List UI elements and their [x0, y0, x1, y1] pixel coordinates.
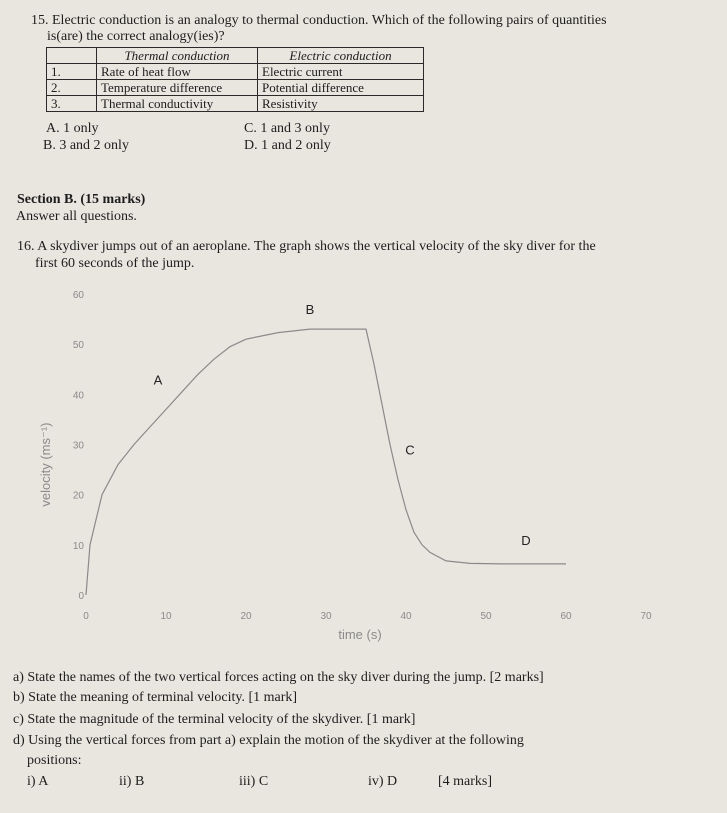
q16-part-a: a) State the names of the two vertical forces acting on the sky diver during the jump. [2 marks]	[13, 670, 544, 685]
section-title: Section B. (15 marks)	[17, 192, 146, 207]
x-tick-label: 60	[560, 611, 572, 622]
x-axis-label: time (s)	[338, 627, 382, 642]
table-header-cell: Thermal conduction	[97, 48, 258, 64]
x-tick-label: 20	[240, 611, 252, 622]
section-instruction: Answer all questions.	[16, 209, 137, 224]
table-cell: Resistivity	[258, 96, 424, 112]
y-tick-label: 10	[72, 540, 84, 552]
q16-item-d: iv) D	[368, 774, 398, 789]
table-header-row	[47, 48, 424, 64]
table-cell: 2.	[47, 80, 97, 96]
q16-item-c: iii) C	[239, 774, 269, 789]
x-axis-ticks	[83, 611, 652, 622]
q16-part-c: c) State the magnitude of the terminal velocity of the skydiver. [1 mark]	[13, 712, 416, 727]
x-tick-label: 50	[480, 611, 492, 622]
velocity-time-graph	[30, 280, 670, 650]
x-tick-label: 10	[160, 611, 172, 622]
table-cell: Electric current	[258, 64, 424, 80]
table-cell: 1.	[47, 64, 97, 80]
segment-label-c: C	[405, 442, 415, 458]
q16-stem-line1: 16. A skydiver jumps out of an aeroplane. The graph shows the vertical velocity of the sky diver for the	[17, 239, 596, 254]
q16-item-b: ii) B	[119, 774, 145, 789]
q16-stem-line2: first 60 seconds of the jump.	[35, 256, 195, 271]
y-axis-ticks	[73, 290, 85, 602]
table-row	[47, 64, 424, 80]
q16-marks: [4 marks]	[438, 774, 493, 789]
analogy-table	[46, 47, 424, 112]
table-cell: Rate of heat flow	[97, 64, 258, 80]
q15-stem-line2: is(are) the correct analogy(ies)?	[47, 29, 225, 44]
q15-option-d: D. 1 and 2 only	[244, 138, 331, 153]
y-tick-label: 30	[72, 440, 84, 452]
segment-label-d: D	[521, 532, 531, 548]
table-row	[47, 80, 424, 96]
q15-option-b: B. 3 and 2 only	[43, 138, 129, 153]
table-header-cell: Electric conduction	[258, 48, 424, 64]
table-cell: Temperature difference	[97, 80, 258, 96]
q15-stem-line1: 15. Electric conduction is an analogy to thermal conduction. Which of the following pairs of quantities	[31, 13, 607, 28]
y-tick-label: 20	[72, 490, 84, 502]
table-cell: Thermal conductivity	[97, 96, 258, 112]
y-tick-label: 60	[72, 290, 84, 301]
x-tick-label: 30	[320, 611, 332, 622]
y-axis-label: velocity (ms⁻¹)	[38, 422, 53, 507]
segment-label-a: A	[153, 372, 163, 388]
q15-option-c: C. 1 and 3 only	[244, 121, 330, 136]
q16-part-b: b) State the meaning of terminal velocity. [1 mark]	[13, 690, 298, 705]
q16-part-d-line2: positions:	[27, 753, 82, 768]
q15-option-a: A. 1 only	[46, 121, 99, 136]
x-tick-label: 0	[83, 611, 89, 622]
segment-labels	[154, 302, 531, 548]
y-tick-label: 40	[72, 390, 84, 402]
x-tick-label: 40	[400, 611, 412, 622]
segment-label-b: B	[305, 302, 315, 318]
table-cell: 3.	[47, 96, 97, 112]
velocity-curve	[86, 329, 566, 595]
table-row	[47, 96, 424, 112]
table-cell: Potential difference	[258, 80, 424, 96]
y-tick-label: 0	[78, 591, 84, 602]
q16-part-d-line1: d) Using the vertical forces from part a) explain the motion of the skydiver at the following	[13, 733, 524, 748]
x-tick-label: 70	[640, 611, 652, 622]
y-tick-label: 50	[72, 340, 84, 352]
table-header-cell	[47, 48, 97, 64]
q16-item-a: i) A	[27, 774, 49, 789]
